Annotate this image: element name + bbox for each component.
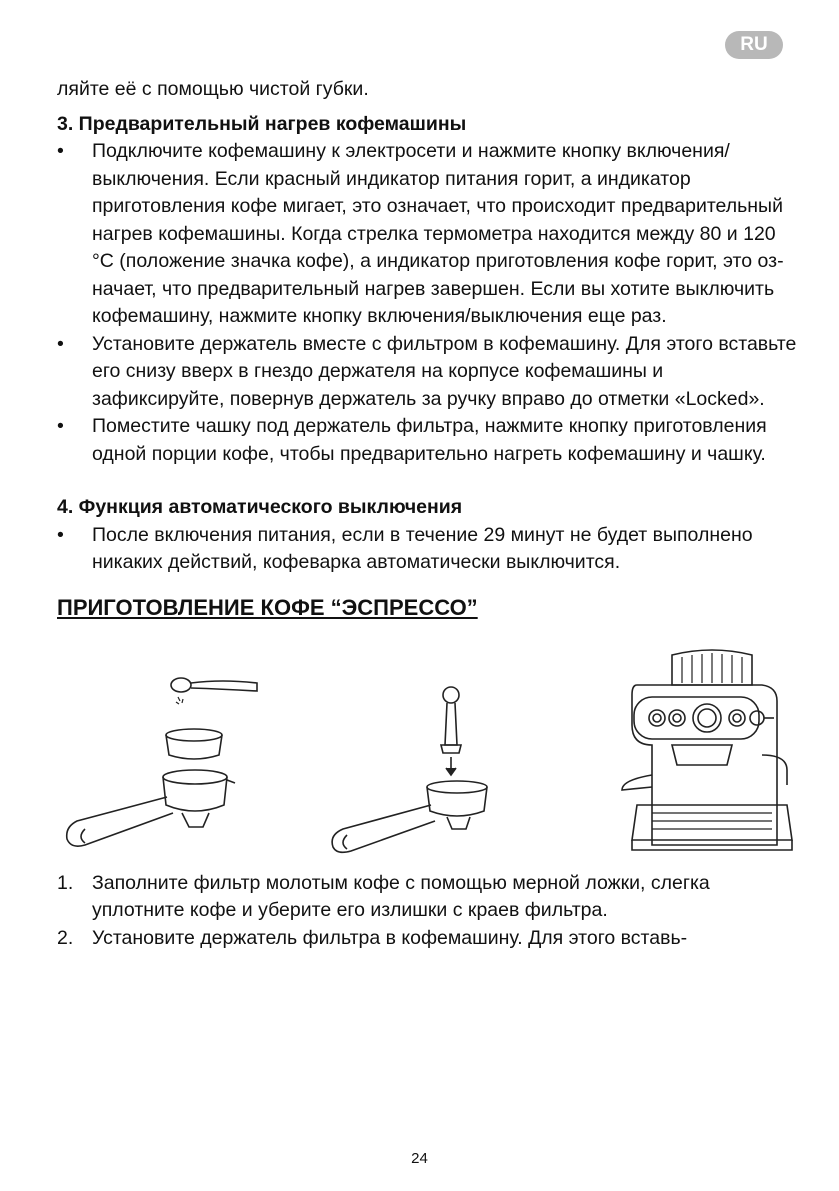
section-4-title: 4. Функция автоматического выключения bbox=[57, 496, 463, 518]
bullet-text: Поместите чашку под держатель фильтра, нажмите кнопку приготовления одной порции кофе, чтобы предварительно нагреть кофемашину и чашку. bbox=[92, 415, 767, 465]
bullet-mark: • bbox=[57, 140, 64, 162]
bullet-text: Установите держатель вместе с фильтром в кофемашину. Для этого вставьте его снизу вверх в гнездо держателя на корпусе кофемашины и зафиксируйте, повернув держатель за ручку вправо до отметки «Locked». bbox=[92, 332, 797, 410]
step-number: 2. bbox=[57, 926, 74, 949]
page-number: 24 bbox=[411, 1150, 428, 1167]
bullet-item bbox=[57, 331, 797, 414]
bullet-item bbox=[57, 138, 797, 331]
bullet-mark: • bbox=[57, 415, 64, 437]
numbered-step bbox=[57, 870, 797, 925]
illustrations bbox=[57, 645, 797, 870]
language-badge: RU bbox=[725, 31, 783, 59]
tamping-illustration bbox=[317, 645, 517, 870]
numbered-step bbox=[57, 925, 797, 953]
step-text: Установите держатель фильтра в кофемашину. Для этого вставь- bbox=[92, 926, 688, 949]
page-content bbox=[57, 76, 797, 952]
espresso-section-title: ПРИГОТОВЛЕНИЕ КОФЕ “ЭСПРЕССО” bbox=[57, 594, 478, 620]
bullet-item bbox=[57, 413, 797, 468]
bullet-text: После включения питания, если в течение 29 минут не будет выполнено никаких действий, кофеварка автоматически выключится. bbox=[92, 523, 753, 573]
portafilter-filling-illustration bbox=[57, 645, 267, 870]
bullet-text: Подключите кофемашину к электросети и нажмите кнопку включения/выключения. Если красный индикатор питания горит, а индикатор приготовления кофе мигает, это означает, что происходит предварительный нагрев кофемашины. Когда стрелка термометра находится между 80 и 120 °С (положение значка кофе), а индикатор приготовления кофе горит, это означает, что предварительный нагрев завершен. Если вы хотите выключить кофемашину, нажмите кнопку включения/выключения еще раз. bbox=[92, 140, 784, 327]
section-3-title: 3. Предварительный нагрев кофемашины bbox=[57, 112, 467, 135]
intro-line: ляйте её с помощью чистой губки. bbox=[57, 78, 369, 100]
bullet-mark: • bbox=[57, 523, 64, 546]
espresso-machine-illustration bbox=[612, 645, 797, 870]
step-number: 1. bbox=[57, 871, 74, 894]
bullet-mark: • bbox=[57, 332, 64, 355]
bullet-item bbox=[57, 522, 797, 577]
step-text: Заполните фильтр молотым кофе с помощью мерной ложки, слегка уплотните кофе и уберите его излишки с краев фильтра. bbox=[92, 871, 710, 921]
